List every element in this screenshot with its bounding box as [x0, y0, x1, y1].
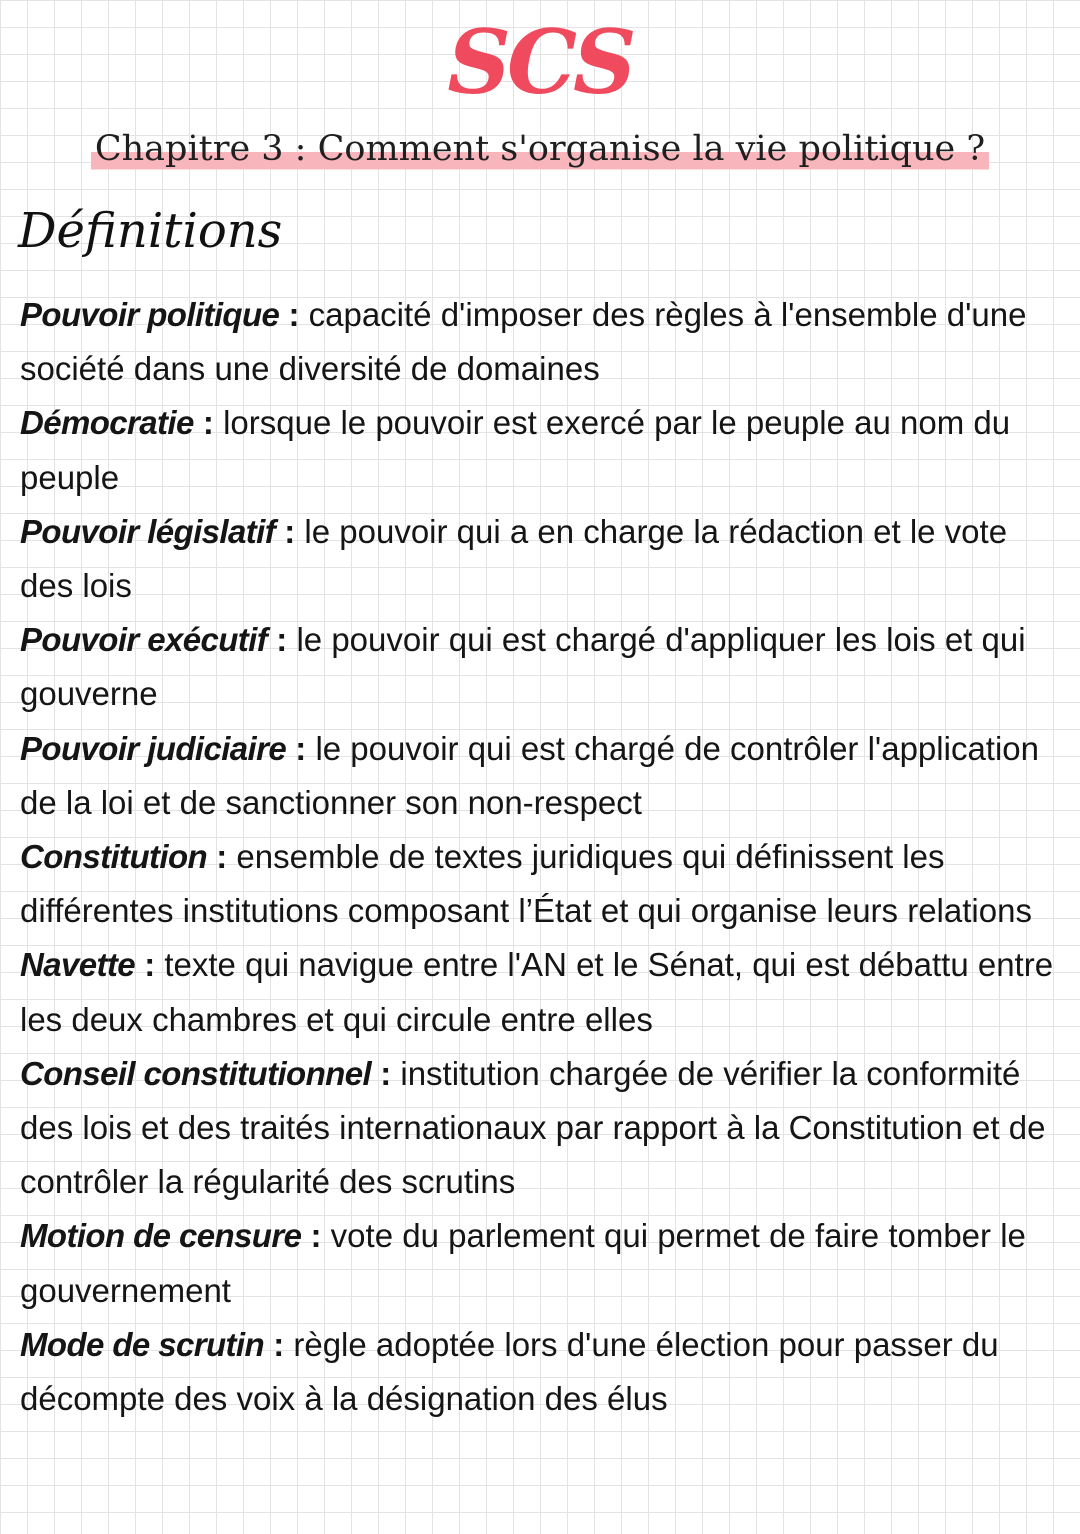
section-heading-definitions: Définitions: [18, 203, 283, 259]
definition-item: [20, 938, 1062, 1046]
definition-item: [20, 830, 1062, 938]
definition-text: texte qui navigue entre l'AN et le Sénat, qui est débattu entre les deux chambres et qui circule entre elles: [20, 946, 1054, 1038]
term-separator: :: [207, 838, 237, 876]
definition-text: lorsque le pouvoir est exercé par le peuple au nom du peuple: [20, 404, 1011, 496]
definition-text: institution chargée de vérifier la conformité des lois et des traités internationaux par rapport à la Constitution et de contrôler la régularité des scrutins: [20, 1054, 1046, 1201]
term-separator: :: [135, 946, 165, 984]
definition-list: [20, 288, 1062, 1426]
definition-item: [20, 288, 1062, 396]
definition-item: [20, 505, 1062, 613]
definition-term: Pouvoir législatif: [20, 512, 276, 550]
chapter-title-container: [0, 122, 1080, 176]
chapter-title: Chapitre 3 : Comment s'organise la vie politique ?: [91, 122, 989, 176]
definition-text: vote du parlement qui permet de faire tomber le gouvernement: [20, 1217, 1026, 1309]
definition-term: Conseil constitutionnel: [20, 1054, 372, 1092]
term-separator: :: [193, 404, 224, 442]
definition-term: Pouvoir politique: [20, 296, 280, 333]
term-separator: :: [267, 621, 297, 659]
definition-text: le pouvoir qui est chargé d'appliquer les lois et qui gouverne: [20, 621, 1026, 713]
definition-text: capacité d'imposer des règles à l'ensemble d'une société dans une diversité de domaines: [20, 296, 1027, 388]
term-separator: :: [301, 1217, 331, 1255]
definition-term: Démocratie: [20, 404, 194, 442]
term-separator: :: [264, 1325, 294, 1363]
definition-text: le pouvoir qui est chargé de contrôler l'application de la loi et de sanctionner son non-respect: [20, 729, 1040, 821]
definition-item: [20, 613, 1062, 721]
definition-term: Mode de scrutin: [20, 1325, 265, 1363]
definition-item: [20, 396, 1062, 504]
definition-term: Motion de censure: [20, 1217, 302, 1255]
definition-item: [20, 1318, 1062, 1426]
term-separator: :: [286, 729, 316, 767]
term-separator: :: [275, 512, 305, 550]
definition-term: Pouvoir judiciaire: [20, 729, 287, 767]
definition-item: [20, 722, 1062, 830]
term-separator: :: [371, 1054, 401, 1092]
definition-text: ensemble de textes juridiques qui définissent les différentes institutions composant l’État et qui organise leurs relations: [20, 838, 1032, 930]
definition-item: [20, 1047, 1062, 1210]
definition-text: le pouvoir qui a en charge la rédaction et le vote des lois: [20, 512, 1008, 605]
definition-term: Pouvoir exécutif: [20, 621, 268, 659]
definition-item: [20, 1209, 1062, 1317]
scs-logo: [0, 12, 1080, 112]
term-separator: :: [279, 296, 309, 333]
definition-term: Constitution: [20, 838, 208, 876]
definition-term: Navette: [20, 946, 136, 984]
definition-text: règle adoptée lors d'une élection pour passer du décompte des voix à la désignation des élus: [20, 1325, 999, 1418]
scs-logo-text: SCS: [447, 10, 633, 114]
